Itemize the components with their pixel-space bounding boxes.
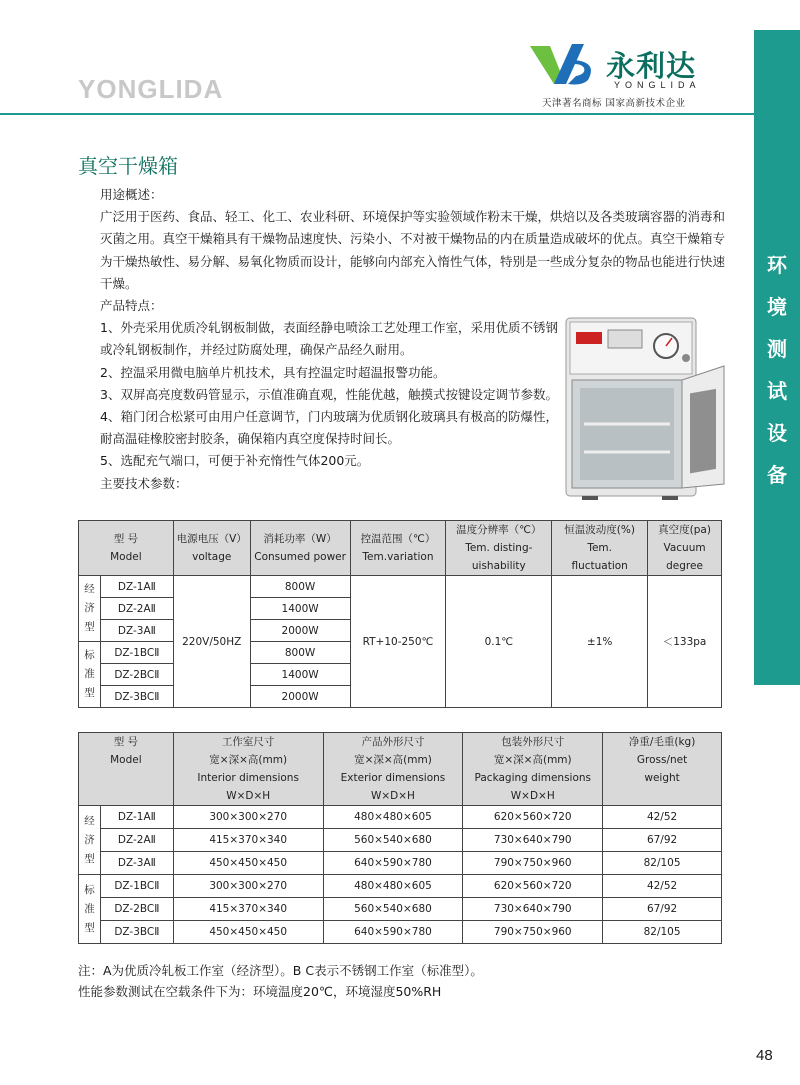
header-cell: 型 号 Model (79, 733, 174, 806)
side-char: 设 (767, 421, 787, 445)
header-cell: 包装外形尺寸 宽×深×高(mm) Packaging dimensions W×D×H (463, 733, 603, 806)
header-cell: 电源电压（V） voltage (173, 521, 250, 576)
packaging-cell: 620×560×720 (463, 875, 603, 898)
power-cell: 2000W (250, 620, 350, 642)
group-label-standard: 标 准 型 (79, 642, 101, 708)
header-cell: 产品外形尺寸 宽×深×高(mm) Exterior dimensions W×D×H (323, 733, 463, 806)
interior-cell: 415×370×340 (173, 829, 323, 852)
footnote-line: 性能参数测试在空载条件下为：环境温度20℃，环境湿度50%RH (78, 984, 442, 999)
side-char: 试 (767, 379, 787, 403)
page-number: 48 (756, 1047, 773, 1064)
table-row (79, 829, 722, 852)
header-cell: 恒温波动度(%) Tem. fluctuation (552, 521, 648, 576)
feature-item: 3、双屏高亮度数码管显示，示值准确直观，性能优越，触摸式按键设定调节参数。 (100, 386, 558, 402)
table-header-row (79, 521, 722, 576)
interior-cell: 300×300×270 (173, 806, 323, 829)
model-cell: DZ-2BCⅡ (100, 664, 173, 686)
header-cell: 温度分辨率（℃） Tem. disting- uishability (446, 521, 552, 576)
side-char: 测 (767, 337, 787, 361)
feature-item: 1、外壳采用优质冷轧钢板制做，表面经静电喷涂工艺处理工作室，采用优质不锈钢或冷轧钢板制作，并经过防腐处理，确保产品经久耐用。 (100, 320, 558, 358)
header-cell: 工作室尺寸 宽×深×高(mm) Interior dimensions W×D×H (173, 733, 323, 806)
features-heading: 产品特点： (100, 298, 163, 314)
brand-wordmark: YONGLIDA (78, 74, 224, 104)
table-row (79, 875, 722, 898)
header-cell: 消耗功率（W） Consumed power (250, 521, 350, 576)
resolution-cell: 0.1℃ (446, 576, 552, 708)
header-cell: 净重/毛重(kg) Gross/net weight (603, 733, 722, 806)
weight-cell: 82/105 (603, 921, 722, 944)
header-divider (0, 113, 754, 115)
exterior-cell: 480×480×605 (323, 806, 463, 829)
interior-cell: 415×370×340 (173, 898, 323, 921)
exterior-cell: 640×590×780 (323, 921, 463, 944)
weight-cell: 42/52 (603, 875, 722, 898)
table-row (79, 898, 722, 921)
vacuum-cell: ＜133pa (648, 576, 722, 708)
usage-paragraph: 广泛用于医药、食品、轻工、化工、农业科研、环境保护等实验领域作粉末干燥，烘焙以及各类玻璃容器的消毒和灭菌之用。真空干燥箱具有干燥物品速度快、污染小、不对被干燥物品的内在质量造成破坏的优点。真空干燥箱专为干燥热敏性、易分解、易氧化物质而设计，能够向内部充入惰性气体，特别是一些成分复杂的物品也能进行快速干燥。 (100, 209, 726, 291)
model-cell: DZ-2AⅡ (100, 829, 173, 852)
side-char: 环 (767, 253, 787, 277)
model-cell: DZ-3AⅡ (100, 852, 173, 875)
company-logo (528, 40, 738, 112)
fluctuation-cell: ±1% (552, 576, 648, 708)
packaging-cell: 620×560×720 (463, 806, 603, 829)
logo-mark-icon (528, 40, 600, 88)
usage-heading: 用途概述： (100, 187, 163, 202)
header-cell: 真空度(pa) Vacuum degree (648, 521, 722, 576)
side-char: 境 (767, 295, 787, 319)
model-cell: DZ-3BCⅡ (100, 921, 173, 944)
logo-tagline: 天津著名商标 国家高新技术企业 (542, 98, 686, 109)
weight-cell: 67/92 (603, 829, 722, 852)
packaging-cell: 790×750×960 (463, 852, 603, 875)
model-cell: DZ-3AⅡ (100, 620, 173, 642)
power-cell: 800W (250, 642, 350, 664)
logo-chinese-name: 永利达 (606, 49, 697, 83)
feature-item: 4、箱门闭合松紧可由用户任意调节，门内玻璃为优质钢化玻璃具有极高的防爆性，耐高温硅橡胶密封胶条，确保箱内真空度保持时间长。 (100, 409, 558, 447)
footnote-line: 注：A为优质冷轧板工作室（经济型）。B C表示不锈钢工作室（标准型）。 (78, 963, 483, 978)
temp-range-cell: RT+10-250℃ (350, 576, 446, 708)
model-cell: DZ-2AⅡ (100, 598, 173, 620)
weight-cell: 82/105 (603, 852, 722, 875)
packaging-cell: 730×640×790 (463, 829, 603, 852)
side-char: 备 (767, 463, 787, 487)
exterior-cell: 560×540×680 (323, 898, 463, 921)
table-row (79, 921, 722, 944)
interior-cell: 450×450×450 (173, 921, 323, 944)
page-title: 真空干燥箱 (78, 154, 178, 178)
footnotes (78, 960, 483, 1002)
model-cell: DZ-1BCⅡ (100, 875, 173, 898)
group-label-economy: 经 济 型 (79, 576, 101, 642)
params-heading: 主要技术参数： (100, 475, 188, 491)
table-row (79, 806, 722, 829)
vacuum-oven-product-image (562, 312, 730, 502)
power-cell: 2000W (250, 686, 350, 708)
section-side-label (754, 255, 800, 485)
weight-cell: 42/52 (603, 806, 722, 829)
group-label-standard: 标 准 型 (79, 875, 101, 944)
header-cell: 型 号 Model (79, 521, 174, 576)
interior-cell: 300×300×270 (173, 875, 323, 898)
weight-cell: 67/92 (603, 898, 722, 921)
interior-cell: 450×450×450 (173, 852, 323, 875)
model-cell: DZ-3BCⅡ (100, 686, 173, 708)
table-row (79, 852, 722, 875)
exterior-cell: 640×590×780 (323, 852, 463, 875)
model-cell: DZ-2BCⅡ (100, 898, 173, 921)
model-cell: DZ-1AⅡ (100, 576, 173, 598)
logo-english-name: YONGLIDA (614, 80, 701, 90)
voltage-cell: 220V/50HZ (173, 576, 250, 708)
packaging-cell: 790×750×960 (463, 921, 603, 944)
exterior-cell: 480×480×605 (323, 875, 463, 898)
exterior-cell: 560×540×680 (323, 829, 463, 852)
power-cell: 800W (250, 576, 350, 598)
table-row (79, 576, 722, 598)
feature-item: 5、选配充气端口，可便于补充惰性气体200元。 (100, 453, 370, 469)
group-label-economy: 经 济 型 (79, 806, 101, 875)
model-cell: DZ-1BCⅡ (100, 642, 173, 664)
table-header-row (79, 733, 722, 806)
header-cell: 控温范围（℃） Tem.variation (350, 521, 446, 576)
packaging-cell: 730×640×790 (463, 898, 603, 921)
power-cell: 1400W (250, 664, 350, 686)
feature-item: 2、控温采用微电脑单片机技术，具有控温定时超温报警功能。 (100, 364, 446, 380)
power-cell: 1400W (250, 598, 350, 620)
dimension-spec-table (78, 732, 722, 944)
model-cell: DZ-1AⅡ (100, 806, 173, 829)
electrical-spec-table (78, 520, 722, 708)
